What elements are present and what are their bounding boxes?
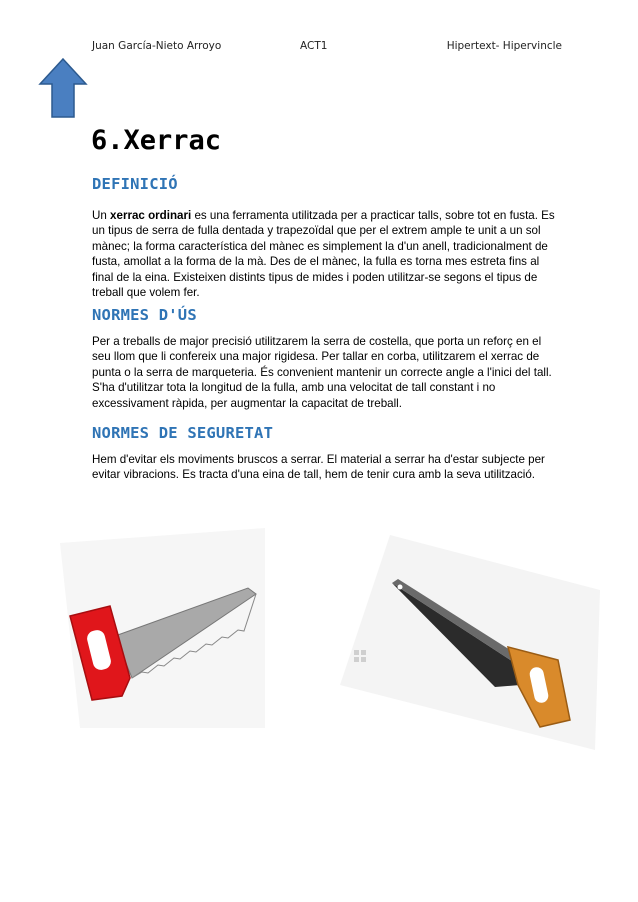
heading-normes-seguretat: NORMES DE SEGURETAT bbox=[92, 424, 274, 442]
paragraph-definicio bbox=[92, 208, 562, 300]
page-title: 6.Xerrac bbox=[91, 125, 222, 156]
heading-definicio: DEFINICIÓ bbox=[92, 175, 178, 193]
heading-normes-us: NORMES D'ÚS bbox=[92, 306, 197, 324]
header-author: Juan García-Nieto Arroyo bbox=[92, 40, 222, 52]
saw-image-red-handle bbox=[60, 528, 265, 728]
header-topic: Hipertext- Hipervincle bbox=[446, 40, 562, 52]
page-header bbox=[92, 40, 562, 54]
definicio-body: es una ferramenta utilitzada per a practicar talls, sobre tot en fusta. Es un tipus de serra de fulla dentada y trapezoïdal que per el extrem ample te unit a un sol mànec; la forma característica del mànec es simplement la d'un anell, tradicionalment de fusta, amollat a la forma de la mà. Des de el mànec, la fulla es torna mes estreta fins al final de la eina. Existeixen distints tipus de mides i poden utilitzar-se segons el tipus de treball que volem fer. bbox=[92, 209, 555, 300]
definicio-intro: Un bbox=[92, 209, 111, 222]
paragraph-normes-seguretat: Hem d'evitar els moviments bruscos a serrar. El material a serrar ha d'estar subjecte per evitar vibracions. Es tracta d'una eina de tall, hem de tenir cura amb la seva utilització. bbox=[92, 453, 545, 482]
up-arrow-icon[interactable] bbox=[38, 57, 88, 119]
paragraph-normes-us: Per a treballs de major precisió utilitzarem la serra de costella, que porta un reforç en el seu llom que li confereix una major rigidesa. Per tallar en corba, utilitzarem el xerrac de punta o la serra de marqueteria. És convenient mantenir un correcte angle a l'inici del tall. S'ha d'utilitzar tota la longitud de la fulla, amb una velocitat de tall constant i no excessivament ràpida, per augmentar la capacitat de treball. bbox=[92, 335, 552, 410]
saw-image-wood-handle bbox=[340, 535, 600, 750]
header-activity: ACT1 bbox=[300, 40, 328, 52]
definicio-bold-term: xerrac ordinari bbox=[110, 209, 192, 222]
